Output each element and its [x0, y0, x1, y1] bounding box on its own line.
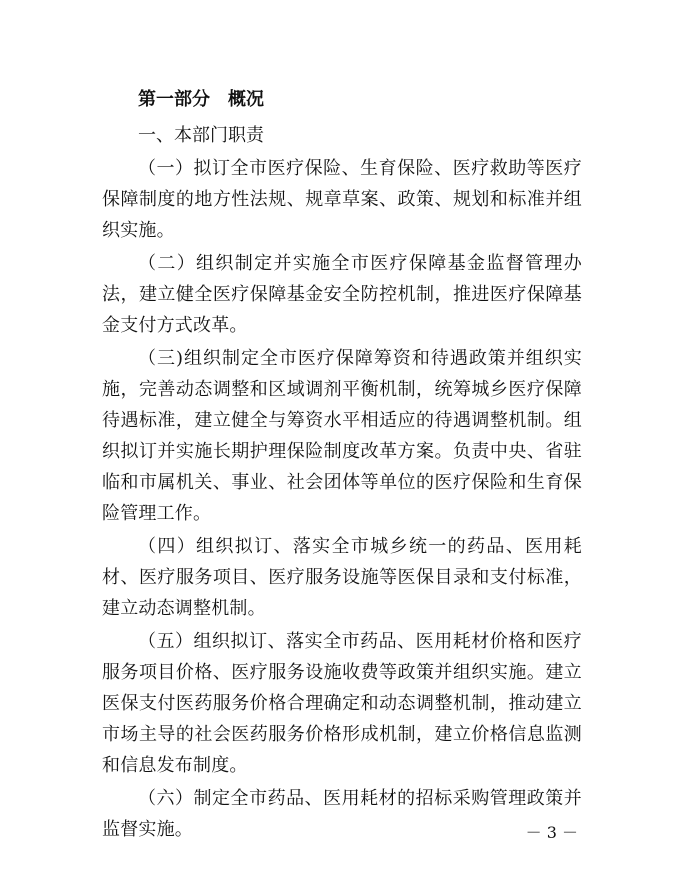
subheading: 一、本部门职责 [138, 125, 264, 146]
paragraph-4: （四）组织拟订、落实全市城乡统一的药品、医用耗材、医疗服务项目、医疗服务设施等医保目录和支付标准，建立动态调整机制。 [102, 536, 582, 619]
paragraph-6: （六）制定全市药品、医用耗材的招标采购管理政策并监督实施。 [102, 788, 582, 840]
paragraph-1: （一）拟订全市医疗保险、生育保险、医疗救助等医疗保障制度的地方性法规、规章草案、政策、规划和标准并组织实施。 [102, 158, 582, 241]
section-title: 第一部分 概况 [138, 89, 264, 110]
page-number: － 3 － [525, 823, 578, 842]
paragraph-3: （三)组织制定全市医疗保障筹资和待遇政策并组织实施，完善动态调整和区域调剂平衡机制，统筹城乡医疗保障待遇标准，建立健全与筹资水平相适应的待遇调整机制。组织拟订并实施长期护理保险制度改革方案。负责中央、省驻临和市属机关、事业、社会团体等单位的医疗保险和生育保险管理工作。 [102, 348, 582, 524]
document-body [102, 86, 582, 847]
paragraph-2: （二）组织制定并实施全市医疗保障基金监督管理办法，建立健全医疗保障基金安全防控机制，推进医疗保障基金支付方式改革。 [102, 253, 582, 336]
paragraph-5: （五）组织拟订、落实全市药品、医用耗材价格和医疗服务项目价格、医疗服务设施收费等政策并组织实施。建立医保支付医药服务价格合理确定和动态调整机制，推动建立市场主导的社会医药服务价格形成机制，建立价格信息监测和信息发布制度。 [102, 631, 582, 776]
